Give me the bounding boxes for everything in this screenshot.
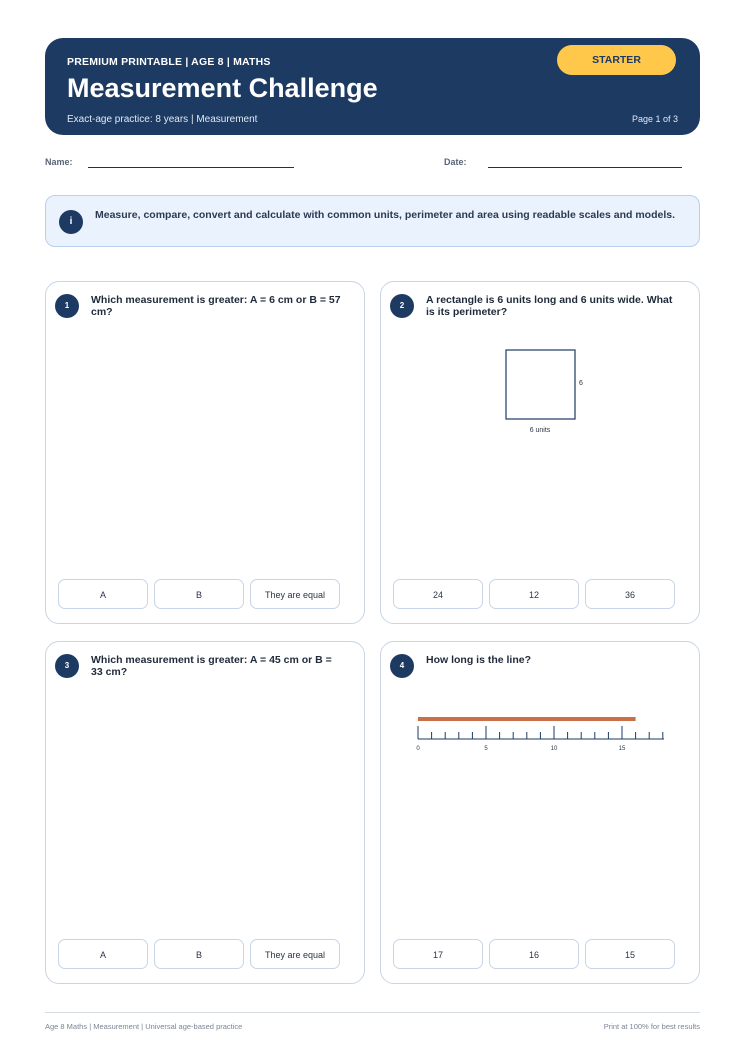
ruler-figure — [381, 642, 699, 762]
answer-option-c[interactable]: 15 — [585, 939, 675, 969]
question-text: A rectangle is 6 units long and 6 units wide. What is its perimeter? — [426, 294, 673, 318]
answer-option-b[interactable]: 12 — [489, 579, 579, 609]
name-line — [88, 167, 294, 168]
date-line — [488, 167, 682, 168]
rectangle-shape — [506, 350, 575, 419]
answer-option-a[interactable]: 24 — [393, 579, 483, 609]
level-badge: STARTER — [557, 45, 676, 75]
page-number: Page 1 of 3 — [631, 114, 678, 124]
bottom-label: 6 units — [529, 427, 551, 434]
rectangle-figure — [381, 282, 699, 452]
question-number: 3 — [55, 654, 79, 678]
ruler-tick-label: 5 — [484, 746, 488, 752]
answer-option-c[interactable]: They are equal — [250, 579, 340, 609]
date-label: Date: — [444, 157, 467, 167]
answer-option-b[interactable]: 16 — [489, 939, 579, 969]
instructions-text: Measure, compare, convert and calculate with common units, perimeter and area using readable scales and models. — [95, 209, 676, 221]
question-number: 2 — [390, 294, 414, 318]
answer-option-c[interactable]: They are equal — [250, 939, 340, 969]
footer-left: Age 8 Maths | Measurement | Universal age-based practice — [45, 1022, 243, 1031]
name-label: Name: — [45, 157, 73, 167]
measured-line — [418, 717, 636, 721]
answer-option-b[interactable]: B — [154, 939, 244, 969]
header-kicker: PREMIUM PRINTABLE | AGE 8 | MATHS — [67, 56, 271, 68]
question-number: 1 — [55, 294, 79, 318]
page-title: Measurement Challenge — [67, 73, 378, 103]
footer-right: Print at 100% for best results — [603, 1022, 700, 1031]
question-card-1 — [45, 281, 365, 624]
answer-option-a[interactable]: A — [58, 579, 148, 609]
ruler-tick-label: 0 — [416, 746, 420, 752]
answer-option-b[interactable]: B — [154, 579, 244, 609]
footer-divider — [45, 1012, 700, 1013]
ruler-labels — [416, 746, 626, 752]
answer-option-a[interactable]: A — [58, 939, 148, 969]
answer-option-a[interactable]: 17 — [393, 939, 483, 969]
question-card-4 — [380, 641, 700, 984]
ruler-ticks — [418, 726, 663, 739]
side-label: 6 — [579, 380, 583, 387]
question-text: Which measurement is greater: A = 6 cm or B = 57 cm? — [91, 294, 341, 318]
worksheet-header — [45, 38, 700, 135]
question-card-3 — [45, 641, 365, 984]
ruler-tick-label: 15 — [618, 746, 626, 752]
question-number: 4 — [390, 654, 414, 678]
answer-option-c[interactable]: 36 — [585, 579, 675, 609]
header-subtitle: Exact-age practice: 8 years | Measurement — [67, 114, 258, 125]
question-text: How long is the line? — [426, 654, 531, 666]
instructions-box — [45, 195, 700, 247]
question-text: Which measurement is greater: A = 45 cm or B = 33 cm? — [91, 654, 332, 678]
info-icon: i — [59, 210, 83, 234]
question-card-2 — [380, 281, 700, 624]
ruler-tick-label: 10 — [550, 746, 558, 752]
